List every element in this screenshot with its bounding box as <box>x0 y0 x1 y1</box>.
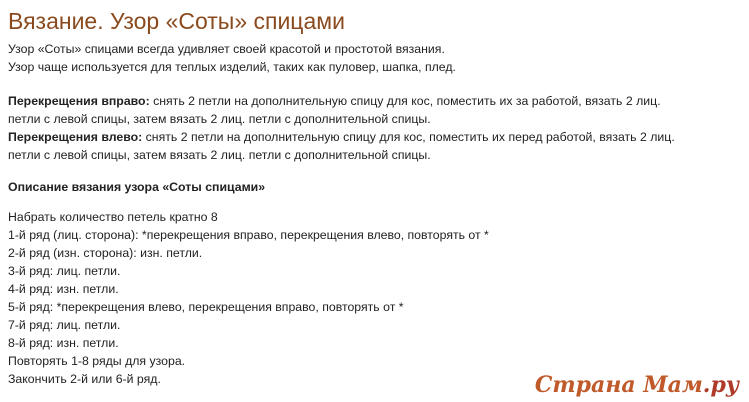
instruction-line: 2-й ряд (изн. сторона): изн. петли. <box>8 246 203 260</box>
instruction-line: Закончить 2-й или 6-й ряд. <box>8 372 161 386</box>
spacer <box>8 196 743 208</box>
site-watermark <box>535 372 739 398</box>
instruction-line: 1-й ряд (лиц. сторона): *перекрещения вправо, перекрещения влево, повторять от * <box>8 228 489 242</box>
crossing-right-line <box>8 92 743 110</box>
crossing-left-text: снять 2 петли на дополнительную спицу для кос, поместить их перед работой, вязать 2 лиц. <box>142 130 675 144</box>
page-title: Вязание. Узор «Соты» спицами <box>8 8 345 34</box>
crossing-left-term: Перекрещения влево: <box>8 130 143 144</box>
instruction-line: 8-й ряд: изн. петли. <box>8 336 119 350</box>
crossing-right-text: снять 2 петли на дополнительную спицу для кос, поместить их за работой, вязать 2 лиц. <box>149 94 661 108</box>
watermark-main: Страна Мам <box>534 372 703 398</box>
instruction-line: Набрать количество петель кратно 8 <box>8 210 218 224</box>
instruction-line: 4-й ряд: изн. петли. <box>8 282 119 296</box>
instruction-line: 3-й ряд: лиц. петли. <box>8 264 121 278</box>
spacer <box>8 76 743 92</box>
crossing-right-continuation: петли с левой спицы, затем вязать 2 лиц. петли с дополнительной спицы. <box>8 112 431 126</box>
intro-line: Узор чаще используется для теплых изделий, таких как пуловер, шапка, плед. <box>8 60 456 74</box>
crossing-left-continuation: петли с левой спицы, затем вязать 2 лиц. петли с дополнительной спицы. <box>8 148 431 162</box>
instruction-line: 5-й ряд: *перекрещения влево, перекрещения вправо, повторять от * <box>8 300 404 314</box>
intro-line: Узор «Соты» спицами всегда удивляет своей красотой и простотой вязания. <box>8 42 445 56</box>
spacer <box>8 164 743 178</box>
instruction-line: Повторять 1-8 ряды для узора. <box>8 354 186 368</box>
crossing-right-term: Перекрещения вправо: <box>8 94 150 108</box>
article-body <box>8 40 743 388</box>
section-heading: Описание вязания узора «Соты спицами» <box>8 180 266 194</box>
watermark-suffix: .ру <box>702 372 739 398</box>
instruction-line: 7-й ряд: лиц. петли. <box>8 318 121 332</box>
crossing-left-line <box>8 128 743 146</box>
